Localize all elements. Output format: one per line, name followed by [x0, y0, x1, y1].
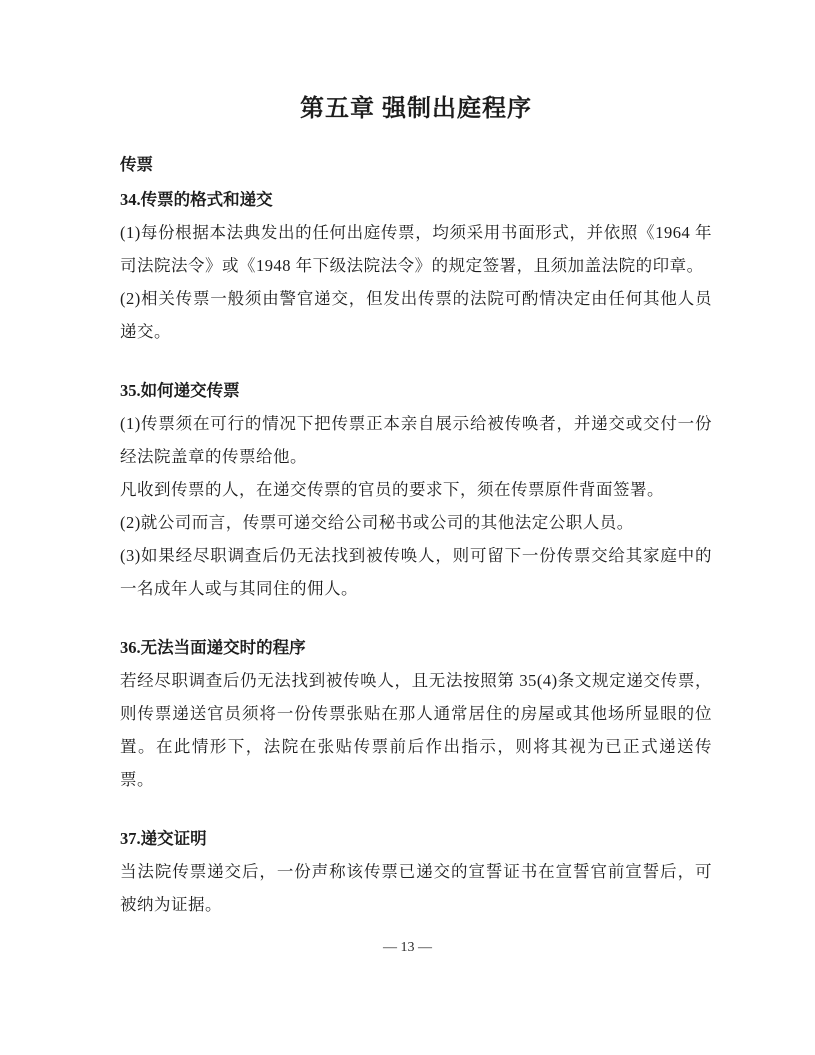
chapter-title: 第五章 强制出庭程序 — [300, 96, 532, 122]
section-35-paragraph-4: (3)如果经尽职调查后仍无法找到被传唤人，则可留下一份传票交给其家庭中的一名成年人或与其同住的佣人。 — [120, 546, 712, 598]
section-34-paragraph-1: (1)每份根据本法典发出的任何出庭传票，均须采用书面形式，并依照《1964 年司法院法令》或《1948 年下级法院法令》的规定签署，且须加盖法院的印章。 — [120, 223, 712, 275]
section-37-heading: 37.递交证明 — [120, 829, 207, 848]
section-37 — [120, 822, 712, 921]
section-34 — [120, 183, 712, 348]
section-35-paragraph-1: (1)传票须在可行的情况下把传票正本亲自展示给被传唤者，并递交或交付一份经法院盖章的传票给他。 — [120, 414, 712, 466]
section-37-paragraph-1: 当法院传票递交后，一份声称该传票已递交的宣誓证书在宣誓官前宣誓后，可被纳为证据。 — [120, 862, 712, 914]
section-36-heading: 36.无法当面递交时的程序 — [120, 638, 306, 657]
section-35-paragraph-2: 凡收到传票的人，在递交传票的官员的要求下，须在传票原件背面签署。 — [120, 480, 664, 499]
page-number: — 13 — — [383, 940, 432, 955]
section-35-heading: 35.如何递交传票 — [120, 381, 240, 400]
section-34-paragraph-2: (2)相关传票一般须由警官递交，但发出传票的法院可酌情决定由任何其他人员递交。 — [120, 289, 712, 341]
section-36 — [120, 631, 712, 796]
subtitle-summons: 传票 — [120, 155, 153, 174]
section-35-paragraph-3: (2)就公司而言，传票可递交给公司秘书或公司的其他法定公职人员。 — [120, 513, 634, 532]
section-34-heading: 34.传票的格式和递交 — [120, 190, 273, 209]
section-36-paragraph-1: 若经尽职调查后仍无法找到被传唤人，且无法按照第 35(4)条文规定递交传票，则传票递送官员须将一份传票张贴在那人通常居住的房屋或其他场所显眼的位置。在此情形下，法院在张贴传票前后作出指示，则将其视为已正式递送传票。 — [120, 671, 712, 789]
section-35 — [120, 374, 712, 605]
